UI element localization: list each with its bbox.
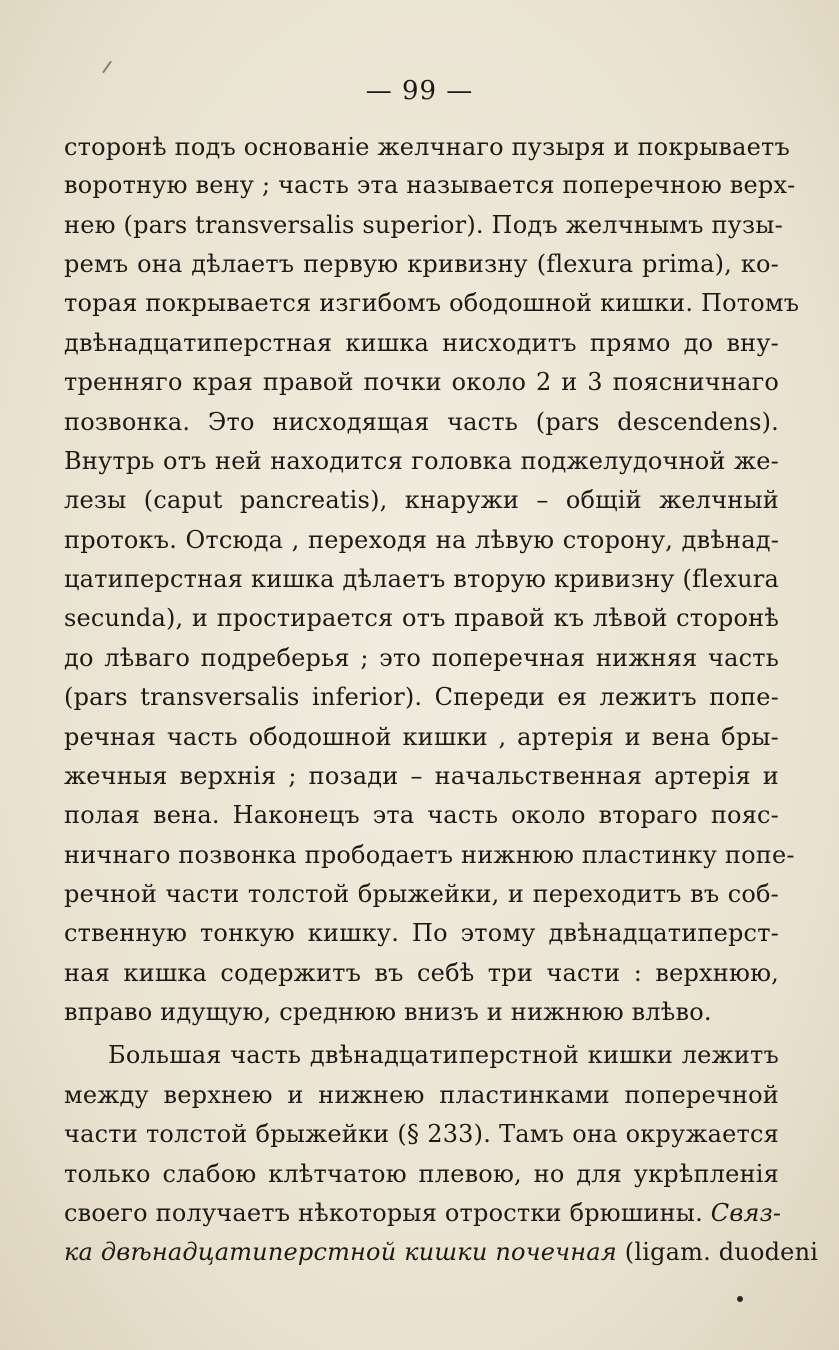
text-line: речной части толстой брыжейки, и переходитъ въ соб-	[64, 880, 779, 908]
italic-term: ка двѣнадцатиперстной кишки почечная	[64, 1238, 617, 1266]
text-line: ремъ она дѣлаетъ первую кривизну (flexura prima), ко-	[64, 250, 779, 278]
text-line: позвонка. Это нисходящая часть (pars descendens).	[64, 408, 779, 436]
text-line: до лѣваго подреберья ; это поперечная нижняя часть	[64, 644, 779, 672]
margin-mark	[102, 61, 112, 74]
text-line: лезы (caput pancreatis), кнаружи – общій желчный	[64, 486, 779, 514]
text-line: цатиперстная кишка дѣлаетъ вторую кривизну (flexura	[64, 565, 779, 593]
text-line: протокъ. Отсюда , переходя на лѣвую сторону, двѣнад-	[64, 526, 779, 554]
text-line: ная кишка содержитъ въ себѣ три части : верхнюю,	[64, 959, 779, 987]
italic-term: Связ-	[710, 1199, 782, 1227]
paragraph-text: (ligam. duodeni	[616, 1238, 819, 1266]
text-line: ничнаго позвонка прободаетъ нижнюю пластинку попе-	[64, 841, 795, 869]
paragraph-line: только слабою клѣтчатою плевою, но для укрѣпленія	[64, 1160, 779, 1188]
paragraph-line: части толстой брыжейки (§ 233). Тамъ она окружается	[64, 1120, 779, 1148]
text-line: полая вена. Наконецъ эта часть около втораго пояс-	[64, 801, 779, 829]
text-line: речная часть ободошной кишки , артерія и вена бры-	[64, 723, 779, 751]
paragraph-line	[64, 1238, 819, 1266]
text-line: воротную вену ; часть эта называется поперечною верх-	[64, 171, 796, 199]
text-line: Внутрь отъ ней находится головка поджелудочной же-	[64, 447, 779, 475]
ink-dot	[737, 1296, 743, 1302]
text-line: вправо идущую, среднюю внизъ и нижнюю влѣво.	[64, 998, 712, 1026]
text-line: нею (pars transversalis superior). Подъ желчнымъ пузы-	[64, 211, 783, 239]
paragraph-line	[64, 1199, 782, 1227]
text-line: двѣнадцатиперстная кишка нисходитъ прямо до вну-	[64, 329, 779, 357]
page-number: — 99 —	[365, 76, 474, 106]
paragraph-text: своего получаетъ нѣкоторыя отростки брюшины.	[64, 1199, 711, 1227]
paragraph-line: Большая часть двѣнадцатиперстной кишки лежитъ	[108, 1041, 779, 1069]
text-line: (pars transversalis inferior). Спереди ея лежитъ попе-	[64, 683, 779, 711]
text-line: сторонѣ подъ основаніе желчнаго пузыря и покрываетъ	[64, 133, 790, 161]
text-line: торая покрывается изгибомъ ободошной кишки. Потомъ	[64, 289, 800, 317]
text-line: тренняго края правой почки около 2 и 3 поясничнаго	[64, 368, 779, 396]
text-line: жечныя верхнія ; позади – начальственная артерія и	[64, 762, 779, 790]
text-line: ственную тонкую кишку. По этому двѣнадцатиперст-	[64, 919, 779, 947]
text-line: secunda), и простирается отъ правой къ лѣвой сторонѣ	[64, 604, 779, 632]
paragraph-line: между верхнею и нижнею пластинками поперечной	[64, 1081, 779, 1109]
